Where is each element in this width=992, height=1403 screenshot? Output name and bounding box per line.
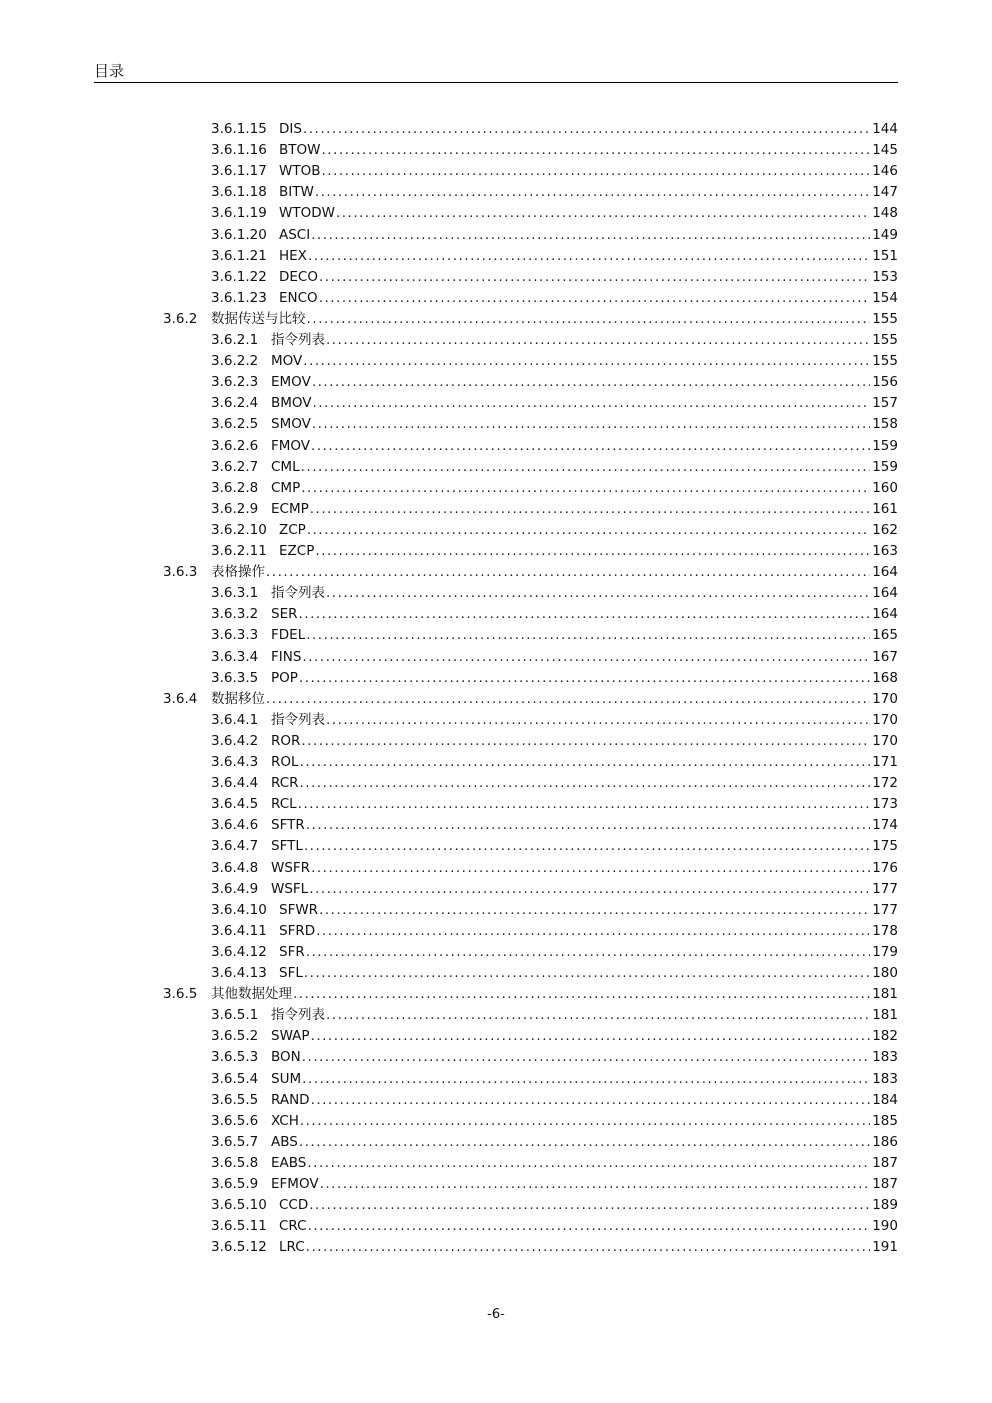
toc-entry-title: FDEL — [271, 627, 306, 644]
toc-entry[interactable] — [163, 984, 898, 1005]
toc-entry-title: 指令列表 — [271, 711, 325, 728]
toc-entry[interactable] — [211, 752, 898, 773]
toc-entry-page: 181 — [872, 986, 898, 1003]
toc-entry-number: 3.6.1.19 — [211, 205, 267, 222]
toc-entry[interactable] — [211, 520, 898, 541]
toc-entry[interactable] — [211, 1216, 898, 1237]
toc-entry[interactable] — [211, 140, 898, 161]
toc-entry-page: 157 — [872, 395, 898, 412]
toc-entry-number: 3.6.5.8 — [211, 1154, 259, 1171]
toc-entry-title: XCH — [271, 1112, 299, 1129]
toc-leader-dots — [306, 1237, 871, 1258]
toc-entry-title: SFTL — [271, 838, 303, 855]
toc-entry-number: 3.6.2.3 — [211, 374, 259, 391]
toc-entry-number: 3.6.5.12 — [211, 1239, 267, 1256]
toc-entry-number: 3.6.4.8 — [211, 859, 259, 876]
toc-entry[interactable] — [211, 182, 898, 203]
toc-entry[interactable] — [211, 351, 898, 372]
toc-entry[interactable] — [211, 288, 898, 309]
toc-leader-dots — [309, 1195, 870, 1216]
toc-leader-dots — [307, 520, 870, 541]
toc-entry-number: 3.6.1.18 — [211, 184, 267, 201]
toc-leader-dots — [304, 836, 870, 857]
toc-leader-dots — [304, 963, 870, 984]
toc-entry[interactable] — [211, 963, 898, 984]
toc-entry[interactable] — [211, 267, 898, 288]
toc-entry-page: 186 — [872, 1133, 898, 1150]
toc-entry-number: 3.6.5.1 — [211, 1007, 259, 1024]
toc-entry-title: EZCP — [279, 543, 315, 559]
toc-entry-page: 159 — [872, 458, 898, 475]
toc-leader-dots — [308, 246, 870, 267]
toc-entry[interactable] — [211, 942, 898, 963]
toc-entry-title: HEX — [279, 247, 307, 264]
toc-entry[interactable] — [211, 773, 898, 794]
toc-entry[interactable] — [211, 604, 898, 625]
toc-entry[interactable] — [211, 457, 898, 478]
toc-leader-dots — [311, 1026, 871, 1047]
toc-leader-dots — [302, 647, 870, 668]
toc-entry[interactable] — [211, 436, 898, 457]
toc-entry-title: 指令列表 — [271, 332, 325, 348]
toc-entry-page: 172 — [872, 775, 898, 792]
toc-leader-dots — [300, 773, 871, 794]
toc-entry[interactable] — [211, 879, 898, 900]
toc-entry-title: ABS — [271, 1133, 298, 1150]
toc-entry-page: 177 — [872, 880, 898, 897]
toc-entry-title: SWAP — [271, 1028, 310, 1045]
toc-entry-page: 153 — [872, 268, 898, 285]
toc-entry-page: 168 — [872, 669, 898, 686]
toc-entry[interactable] — [211, 393, 898, 414]
toc-entry-page: 165 — [872, 627, 898, 644]
toc-entry[interactable] — [163, 309, 898, 330]
toc-entry-title: RCL — [271, 796, 297, 813]
toc-entry-page: 149 — [872, 226, 898, 243]
toc-entry-number: 3.6.5.10 — [211, 1197, 267, 1214]
toc-entry-number: 3.6.4.3 — [211, 754, 259, 770]
toc-entry-page: 183 — [872, 1070, 898, 1087]
toc-entry-title: SER — [271, 606, 298, 623]
toc-leader-dots — [303, 351, 870, 372]
toc-entry-title: BON — [271, 1049, 301, 1066]
toc-entry-page: 180 — [872, 965, 898, 981]
toc-leader-dots — [336, 203, 870, 224]
toc-entry-title: ECMP — [271, 500, 309, 517]
toc-entry[interactable] — [211, 161, 898, 182]
toc-entry-title: 表格操作 — [211, 564, 265, 581]
toc-entry[interactable] — [211, 1026, 898, 1047]
toc-entry[interactable] — [211, 246, 898, 267]
toc-entry-number: 3.6.2.4 — [211, 395, 259, 412]
toc-entry-page: 170 — [872, 690, 898, 707]
toc-entry-page: 170 — [872, 732, 898, 749]
toc-entry-page: 187 — [872, 1154, 898, 1171]
toc-entry-title: SMOV — [271, 416, 311, 433]
toc-leader-dots — [310, 499, 870, 520]
toc-entry-number: 3.6.2.2 — [211, 353, 259, 370]
toc-entry-title: RCR — [271, 775, 299, 792]
toc-leader-dots — [326, 1005, 870, 1026]
toc-entry-title: BMOV — [271, 395, 312, 412]
toc-entry[interactable] — [211, 1132, 898, 1153]
toc-leader-dots — [326, 583, 870, 604]
toc-entry-title: FMOV — [271, 437, 311, 454]
toc-leader-dots — [306, 815, 870, 836]
toc-entry-number: 3.6.2.1 — [211, 332, 259, 348]
toc-entry-number: 3.6.2.5 — [211, 416, 259, 433]
toc-entry-title: CML — [271, 458, 300, 475]
toc-entry-number: 3.6.1.16 — [211, 142, 267, 159]
toc-entry-title: SUM — [271, 1070, 302, 1087]
toc-entry-title: BITW — [279, 184, 314, 201]
toc-leader-dots — [316, 921, 870, 942]
toc-leader-dots — [303, 119, 870, 140]
toc-entry[interactable] — [211, 499, 898, 520]
toc-leader-dots — [306, 942, 871, 963]
toc-entry-title: SFRD — [279, 922, 316, 939]
toc-leader-dots — [312, 372, 870, 393]
toc-entry[interactable] — [211, 710, 898, 731]
toc-entry-page: 155 — [872, 310, 898, 327]
toc-entry[interactable] — [211, 583, 898, 604]
toc-entry-title: ASCI — [279, 226, 311, 243]
toc-leader-dots — [301, 457, 871, 478]
toc-entry[interactable] — [211, 625, 898, 646]
toc-entry-number: 3.6.1.22 — [211, 268, 267, 285]
toc-entry[interactable] — [211, 647, 898, 668]
toc-entry-page: 162 — [872, 521, 898, 538]
toc-entry-title: CRC — [279, 1218, 307, 1235]
toc-entry-number: 3.6.4.7 — [211, 838, 259, 855]
toc-leader-dots — [300, 752, 871, 773]
toc-leader-dots — [311, 225, 870, 246]
toc-entry-number: 3.6.4.13 — [211, 965, 267, 981]
toc-entry-page: 147 — [872, 184, 898, 201]
toc-entry-title: EMOV — [271, 374, 311, 391]
toc-leader-dots — [298, 794, 871, 815]
toc-entry-number: 3.6.1.21 — [211, 247, 267, 264]
toc-entry-title: FINS — [271, 648, 302, 665]
toc-entry-number: 3.6.3.5 — [211, 669, 259, 686]
toc-leader-dots — [302, 1047, 870, 1068]
toc-entry-page: 179 — [872, 943, 898, 960]
toc-entry[interactable] — [211, 1174, 898, 1195]
toc-entry[interactable] — [211, 921, 898, 942]
toc-entry-number: 3.6.5.4 — [211, 1070, 259, 1087]
toc-entry-number: 3.6.5.5 — [211, 1091, 259, 1108]
toc-entry[interactable] — [211, 478, 898, 499]
toc-entry-page: 163 — [872, 543, 898, 559]
toc-entry-number: 3.6.2.9 — [211, 500, 259, 517]
toc-entry-title: 指令列表 — [271, 1007, 325, 1024]
toc-entry-page: 160 — [872, 479, 898, 496]
toc-leader-dots — [299, 1132, 870, 1153]
toc-leader-dots — [319, 267, 870, 288]
toc-entry-page: 145 — [872, 142, 898, 159]
toc-leader-dots — [266, 562, 870, 583]
toc-entry[interactable] — [163, 562, 898, 583]
toc-entry-number: 3.6.3 — [163, 564, 198, 581]
toc-entry-title: SFTR — [271, 817, 305, 834]
toc-entry[interactable] — [211, 1005, 898, 1026]
toc-entry-title: EFMOV — [271, 1176, 319, 1192]
toc-entry-page: 173 — [872, 796, 898, 813]
toc-leader-dots — [309, 879, 870, 900]
toc-entry-page: 187 — [872, 1176, 898, 1192]
toc-entry[interactable] — [211, 1047, 898, 1068]
toc-leader-dots — [321, 140, 870, 161]
toc-entry-number: 3.6.5.2 — [211, 1028, 259, 1045]
header-title: 目录 — [94, 62, 125, 80]
toc-entry-number: 3.6.1.20 — [211, 226, 267, 243]
toc-entry-page: 167 — [872, 648, 898, 665]
toc-entry[interactable] — [211, 372, 898, 393]
toc-entry-title: RAND — [271, 1091, 310, 1108]
toc-entry-page: 190 — [872, 1218, 898, 1235]
toc-entry-title: ZCP — [279, 521, 306, 538]
toc-leader-dots — [306, 625, 870, 646]
toc-entry-page: 184 — [872, 1091, 898, 1108]
toc-entry-title: CCD — [279, 1197, 309, 1214]
toc-entry-page: 144 — [872, 121, 898, 137]
toc-entry[interactable] — [211, 1195, 898, 1216]
toc-entry-title: 数据传送与比较 — [211, 310, 306, 327]
toc-leader-dots — [299, 668, 870, 689]
toc-entry-number: 3.6.3.2 — [211, 606, 259, 623]
toc-entry-title: SFL — [279, 965, 303, 981]
toc-entry-title: EABS — [271, 1154, 307, 1171]
toc-entry-number: 3.6.4 — [163, 690, 198, 707]
toc-leader-dots — [311, 1090, 871, 1111]
toc-entry[interactable] — [211, 330, 898, 351]
toc-entry-number: 3.6.5 — [163, 986, 198, 1003]
toc-entry-number: 3.6.4.10 — [211, 901, 267, 918]
toc-entry-title: ROL — [271, 754, 299, 770]
toc-entry-title: MOV — [271, 353, 303, 370]
toc-entry-number: 3.6.5.3 — [211, 1049, 259, 1066]
toc-entry-page: 158 — [872, 416, 898, 433]
toc-leader-dots — [321, 161, 870, 182]
toc-entry-number: 3.6.3.3 — [211, 627, 259, 644]
toc-entry-number: 3.6.4.1 — [211, 711, 259, 728]
toc-entry[interactable] — [211, 794, 898, 815]
toc-entry-number: 3.6.3.1 — [211, 585, 259, 602]
toc-entry-page: 156 — [872, 374, 898, 391]
toc-entry-number: 3.6.4.12 — [211, 943, 267, 960]
toc-entry[interactable] — [211, 1090, 898, 1111]
toc-entry-number: 3.6.5.7 — [211, 1133, 259, 1150]
toc-entry-title: POP — [271, 669, 298, 686]
toc-leader-dots — [302, 1069, 870, 1090]
toc-entry-title: 其他数据处理 — [211, 986, 292, 1003]
toc-entry[interactable] — [211, 668, 898, 689]
toc-leader-dots — [319, 900, 870, 921]
toc-entry[interactable] — [211, 203, 898, 224]
toc-entry-title: SFWR — [279, 901, 319, 918]
toc-entry[interactable] — [211, 1153, 898, 1174]
toc-leader-dots — [313, 393, 871, 414]
toc-entry-title: DECO — [279, 268, 318, 285]
toc-leader-dots — [301, 731, 870, 752]
toc-leader-dots — [326, 330, 870, 351]
toc-entry-title: WTODW — [279, 205, 335, 222]
toc-entry-title: BTOW — [279, 142, 321, 159]
toc-leader-dots — [301, 478, 870, 499]
toc-leader-dots — [266, 689, 870, 710]
toc-entry-number: 3.6.4.6 — [211, 817, 259, 834]
toc-leader-dots — [320, 1174, 871, 1195]
toc-entry-page: 148 — [872, 205, 898, 222]
toc-entry[interactable] — [211, 1237, 898, 1258]
toc-entry-title: ENCO — [279, 289, 318, 306]
toc-entry-page: 164 — [872, 606, 898, 623]
toc-entry-number: 3.6.1.23 — [211, 289, 267, 306]
toc-leader-dots — [307, 1153, 870, 1174]
toc-leader-dots — [308, 1216, 871, 1237]
toc-entry-page: 146 — [872, 163, 898, 180]
toc-leader-dots — [293, 984, 870, 1005]
toc-entry-number: 3.6.2.6 — [211, 437, 259, 454]
toc-leader-dots — [319, 288, 871, 309]
toc-entry-number: 3.6.4.4 — [211, 775, 259, 792]
toc-leader-dots — [315, 541, 870, 562]
toc-entry-page: 155 — [872, 332, 898, 348]
toc-entry-page: 164 — [872, 564, 898, 581]
toc-entry[interactable] — [211, 836, 898, 857]
page-header — [94, 60, 898, 83]
toc-entry-title: ROR — [271, 732, 301, 749]
toc-entry-number: 3.6.4.9 — [211, 880, 259, 897]
toc-entry-number: 3.6.5.11 — [211, 1218, 267, 1235]
toc-entry-title: WSFR — [271, 859, 311, 876]
toc-leader-dots — [300, 1111, 870, 1132]
toc-entry-page: 181 — [872, 1007, 898, 1024]
toc-entry-page: 161 — [872, 500, 898, 517]
toc-entry-number: 3.6.2 — [163, 310, 198, 327]
toc-entry-page: 159 — [872, 437, 898, 454]
toc-entry[interactable] — [211, 815, 898, 836]
toc-entry[interactable] — [211, 541, 898, 562]
toc-entry-page: 191 — [872, 1239, 898, 1256]
toc-entry-page: 151 — [872, 247, 898, 264]
toc-entry-page: 177 — [872, 901, 898, 918]
toc-entry-number: 3.6.3.4 — [211, 648, 259, 665]
toc-entry[interactable] — [211, 900, 898, 921]
toc-entry-title: WSFL — [271, 880, 309, 897]
toc-entry-page: 164 — [872, 585, 898, 602]
toc-entry-number: 3.6.2.10 — [211, 521, 267, 538]
toc-entry-number: 3.6.4.5 — [211, 796, 259, 813]
toc-leader-dots — [307, 309, 871, 330]
toc-entry-title: 数据移位 — [211, 690, 265, 707]
toc-entry-number: 3.6.4.2 — [211, 732, 259, 749]
toc-entry-number: 3.6.1.15 — [211, 121, 267, 137]
toc-entry[interactable] — [163, 689, 898, 710]
toc-entry[interactable] — [211, 414, 898, 435]
toc-entry-page: 175 — [872, 838, 898, 855]
toc-entry-page: 171 — [872, 754, 898, 770]
toc-entry-title: DIS — [279, 121, 302, 137]
page-number: -6- — [487, 1307, 505, 1322]
toc-entry-page: 189 — [872, 1197, 898, 1214]
toc-entry-title: CMP — [271, 479, 301, 496]
toc-leader-dots — [326, 710, 870, 731]
toc-leader-dots — [312, 414, 870, 435]
toc-entry-number: 3.6.2.7 — [211, 458, 259, 475]
toc-entry-title: 指令列表 — [271, 585, 325, 602]
toc-entry-number: 3.6.4.11 — [211, 922, 267, 939]
toc-entry[interactable] — [211, 731, 898, 752]
toc-entry-page: 178 — [872, 922, 898, 939]
toc-leader-dots — [311, 858, 870, 879]
toc-leader-dots — [298, 604, 870, 625]
toc-entry[interactable] — [211, 1069, 898, 1090]
toc-entry-number: 3.6.5.9 — [211, 1176, 259, 1192]
toc-entry[interactable] — [211, 119, 898, 140]
toc-entry-number: 3.6.1.17 — [211, 163, 267, 180]
toc-entry-title: LRC — [279, 1239, 305, 1256]
toc-entry-title: SFR — [279, 943, 305, 960]
toc-entry[interactable] — [211, 858, 898, 879]
toc-entry-page: 183 — [872, 1049, 898, 1066]
toc-entry[interactable] — [211, 225, 898, 246]
toc-entry-page: 170 — [872, 711, 898, 728]
toc-entry[interactable] — [211, 1111, 898, 1132]
toc-entry-page: 176 — [872, 859, 898, 876]
toc-leader-dots — [315, 182, 870, 203]
toc-entry-title: WTOB — [279, 163, 321, 180]
toc-entry-number: 3.6.2.11 — [211, 543, 267, 559]
toc-entry-number: 3.6.2.8 — [211, 479, 259, 496]
toc-leader-dots — [311, 436, 870, 457]
toc-entry-page: 174 — [872, 817, 898, 834]
toc-entry-page: 155 — [872, 353, 898, 370]
toc-entry-page: 154 — [872, 289, 898, 306]
toc-entry-page: 185 — [872, 1112, 898, 1129]
toc-entry-number: 3.6.5.6 — [211, 1112, 259, 1129]
toc-entry-page: 182 — [872, 1028, 898, 1045]
